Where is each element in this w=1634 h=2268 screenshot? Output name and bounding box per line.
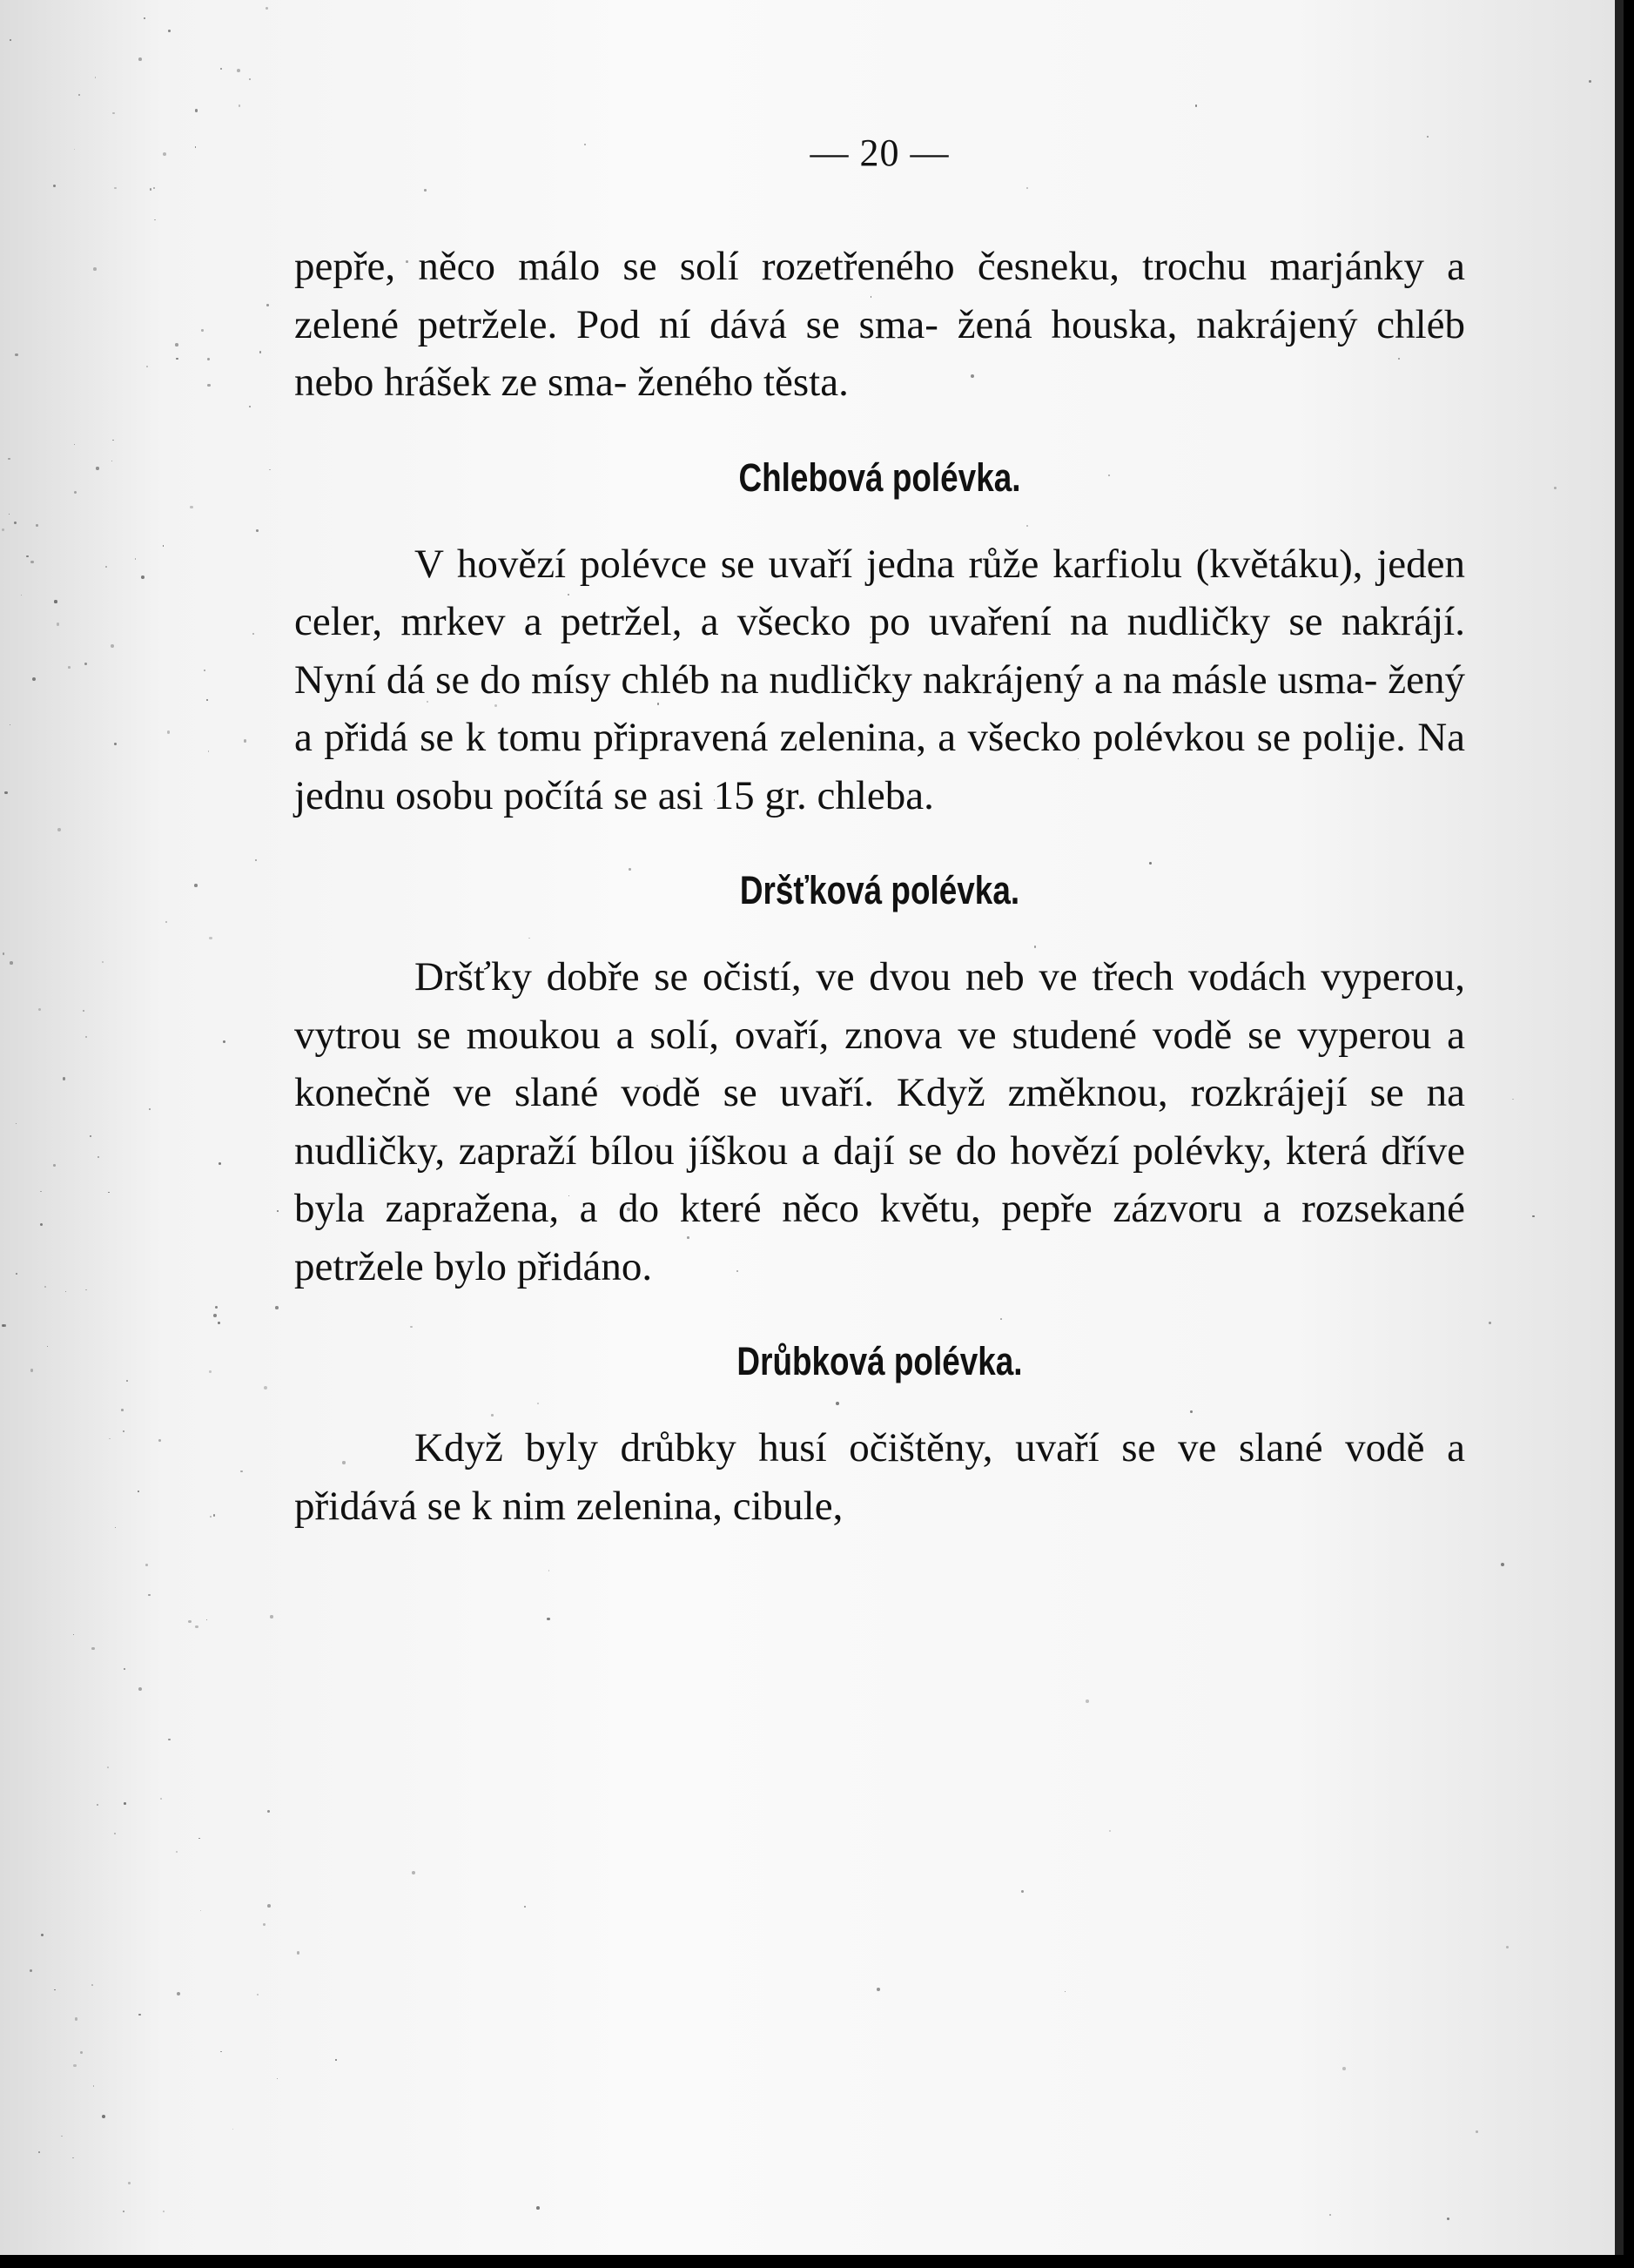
paper-speck (252, 633, 254, 635)
recipe-heading: Drůbková polévka. (736, 1339, 1023, 1383)
paper-speck (114, 1833, 116, 1834)
page-number: — 20 — (810, 131, 950, 174)
text-line: marjánky a zelené petržele. Pod ní dává se sma- (294, 244, 1465, 347)
paper-speck (249, 78, 251, 80)
paper-speck (1329, 2214, 1331, 2216)
paper-speck (277, 1210, 279, 1212)
paper-speck (270, 1615, 272, 1618)
paper-speck (78, 94, 80, 96)
paper-speck (200, 1910, 201, 1911)
text-line: nudličky, zapraží bílou jíškou a dají se do hovězí (294, 1127, 1120, 1174)
paper-speck (30, 561, 33, 563)
paper-speck (188, 1620, 192, 1624)
paper-speck (1501, 1563, 1504, 1566)
paper-speck (548, 1570, 549, 1571)
paper-speck (220, 68, 222, 70)
paper-speck (213, 1314, 217, 1317)
paper-speck (84, 663, 87, 665)
paper-speck (177, 1992, 180, 1995)
paper-speck (107, 1767, 109, 1768)
paper-speck (167, 730, 170, 733)
paper-speck (54, 1989, 55, 1990)
paper-speck (72, 2157, 74, 2159)
paper-speck (240, 1470, 243, 1473)
paper-speck (10, 961, 13, 965)
paper-speck (219, 1162, 221, 1165)
paper-speck (176, 358, 178, 360)
recipe-paragraph (294, 948, 1465, 1296)
page-content (294, 131, 1465, 1535)
paper-speck (4, 791, 7, 794)
paper-speck (38, 2151, 40, 2153)
text-line: něco květu, pepře zázvoru a rozsekané petržele (294, 1186, 1466, 1289)
paper-speck (209, 937, 212, 939)
text-line: polévkou se polije. Na jednu osobu počítá se asi (294, 715, 1466, 818)
paper-speck (40, 1191, 41, 1192)
paper-speck (36, 524, 37, 526)
paper-speck (85, 1289, 87, 1291)
text-line: mísy chléb na nudličky nakrájený a na másle usma- (531, 656, 1378, 703)
paper-speck (75, 2017, 77, 2020)
paper-speck (154, 219, 155, 220)
paper-speck (195, 146, 196, 147)
paper-speck (102, 2115, 105, 2118)
paper-speck (160, 1798, 162, 1800)
paper-speck (237, 69, 240, 72)
paper-speck (335, 2059, 337, 2061)
paper-speck (112, 440, 114, 441)
paper-speck (128, 2182, 131, 2184)
paper-speck (168, 30, 171, 32)
paper-speck (163, 152, 166, 156)
paper-speck (126, 1380, 128, 1382)
paper-speck (1021, 1890, 1024, 1893)
paper-speck (40, 1223, 43, 1226)
paper-speck (190, 506, 193, 509)
paper-speck (38, 1008, 41, 1011)
paper-speck (207, 358, 210, 360)
paper-speck (176, 1851, 178, 1853)
paper-speck (93, 267, 97, 271)
paper-speck (95, 77, 97, 78)
paper-speck (138, 1687, 142, 1691)
text-line: Dršťky dobře se očistí, ve dvou neb ve třech (414, 954, 1174, 999)
paper-speck (175, 343, 178, 347)
paper-speck (3, 952, 4, 954)
paper-speck (138, 2014, 141, 2016)
paper-speck (297, 1951, 300, 1955)
paper-speck (255, 859, 257, 861)
paper-speck (112, 112, 114, 114)
paper-speck (91, 1647, 95, 1651)
paper-speck (165, 921, 167, 923)
paper-speck (2, 528, 4, 531)
text-line: bylo přidáno. (434, 1243, 653, 1289)
paper-speck (54, 600, 57, 602)
paper-speck (267, 1810, 270, 1813)
paper-speck (256, 529, 259, 532)
paper-speck (275, 1306, 279, 1309)
paper-speck (1195, 104, 1198, 107)
recipe-heading: Chlebová polévka. (738, 454, 1021, 500)
paper-speck (124, 1802, 126, 1805)
paper-speck (220, 2051, 221, 2052)
paper-speck (123, 1430, 124, 1432)
paper-speck (412, 1871, 415, 1874)
paper-speck (41, 1934, 44, 1936)
paper-speck (266, 7, 268, 10)
paper-speck (195, 1625, 198, 1628)
paper-speck (1065, 1991, 1066, 1993)
paper-speck (73, 2064, 77, 2068)
paper-speck (138, 57, 142, 61)
paper-speck (1506, 1946, 1509, 1948)
paper-speck (74, 149, 76, 151)
text-line: V hovězí polévce se uvaří jedna růže karfiolu (414, 541, 1182, 587)
paper-speck (163, 545, 165, 547)
paper-speck (149, 1108, 151, 1110)
paper-speck (26, 555, 28, 557)
paper-speck (53, 185, 56, 187)
paper-speck (83, 1010, 84, 1012)
paper-speck (74, 491, 77, 494)
paper-speck (57, 623, 59, 625)
paper-speck (207, 384, 211, 387)
paper-speck (80, 2051, 83, 2054)
paper-speck (194, 884, 198, 887)
paper-speck (61, 2136, 63, 2137)
text-line: pepře, něco málo se solí rozetřeného česneku, trochu (294, 244, 1247, 289)
paper-speck (1512, 1099, 1513, 1100)
text-line: znova ve studené vodě se vyperou a konečně ve (294, 1012, 1465, 1115)
paper-speck (3, 1324, 6, 1327)
paper-speck (123, 2211, 124, 2212)
paper-speck (1476, 2130, 1478, 2133)
paper-speck (98, 1156, 99, 1158)
paper-speck (85, 1036, 87, 1038)
paper-speck (198, 1838, 199, 1839)
paper-speck (63, 1077, 65, 1080)
paper-speck (263, 1923, 266, 1926)
paper-speck (93, 2085, 95, 2087)
paper-speck (115, 1527, 116, 1528)
paper-speck (53, 1164, 56, 1167)
paper-speck (30, 1369, 34, 1372)
paper-speck (1554, 487, 1557, 489)
paper-speck (267, 1904, 271, 1908)
paper-speck (206, 699, 208, 701)
recipe-heading: Dršťková polévka. (739, 868, 1020, 912)
paper-speck (102, 961, 104, 963)
paper-speck (91, 1984, 93, 1986)
paper-speck (1532, 1215, 1535, 1218)
paper-speck (16, 1273, 17, 1275)
paper-speck (244, 739, 246, 742)
text-line: slané vodě a přidává se k nim zelenina, cibule, (294, 1425, 1465, 1529)
paper-speck (213, 1514, 216, 1517)
paper-speck (1086, 1699, 1089, 1703)
paper-speck (195, 109, 198, 111)
paper-speck (239, 104, 240, 106)
paper-speck (96, 467, 98, 469)
paper-speck (259, 351, 262, 353)
paper-speck (73, 1634, 74, 1635)
paper-speck (1109, 1830, 1111, 1832)
paper-speck (150, 188, 151, 190)
paper-speck (264, 1386, 267, 1390)
paper-speck (148, 1594, 151, 1597)
paper-speck (68, 666, 71, 669)
paper-speck (536, 2206, 540, 2210)
paper-speck (153, 187, 154, 188)
paper-speck (109, 1438, 110, 1439)
text-line: (květáku), jeden celer, mrkev a petržel, a všecko (294, 541, 1465, 644)
paper-speck (547, 1618, 550, 1621)
paper-speck (65, 1291, 66, 1292)
paper-speck (201, 329, 203, 331)
paper-speck (1447, 2218, 1450, 2221)
paper-speck (144, 17, 145, 19)
paper-speck (266, 304, 269, 306)
paper-speck (114, 187, 116, 189)
paper-speck (15, 353, 18, 357)
text-line: slané vodě se uvaří. Když změknou, rozkrájejí se na (514, 1070, 1466, 1115)
paper-speck (44, 1286, 46, 1288)
paper-speck (74, 444, 75, 445)
paper-speck (277, 2078, 278, 2079)
paper-speck (97, 1804, 98, 1806)
text-line: vodách vyperou, vytrou se moukou a solí, ovaří, (294, 954, 1466, 1058)
paper-speck (232, 2129, 233, 2130)
paper-speck (21, 595, 22, 596)
paper-speck (32, 677, 36, 681)
paper-speck (204, 670, 205, 671)
text-line: žený a přidá se k tomu připravená zelenina, a všecko (294, 656, 1466, 760)
paper-speck (168, 1739, 170, 1740)
paper-speck (249, 406, 251, 407)
paper-speck (145, 1564, 149, 1567)
text-line: ženého těsta. (637, 360, 849, 405)
paper-speck (206, 1619, 207, 1620)
paper-speck (10, 724, 11, 726)
paper-speck (141, 575, 145, 579)
paper-speck (210, 1516, 212, 1518)
paper-speck (158, 1439, 161, 1442)
paragraph-continued (294, 238, 1465, 412)
paper-speck (111, 644, 114, 648)
paper-speck (47, 1346, 48, 1347)
paper-speck (114, 743, 117, 745)
text-line: 15 gr. chleba. (713, 772, 934, 818)
paper-speck (105, 566, 107, 568)
paper-speck (1589, 80, 1591, 83)
paper-speck (524, 1906, 526, 1908)
paper-speck (1342, 2067, 1346, 2070)
text-line: Když byly drůbky husí očištěny, uvaří se ve (414, 1425, 1217, 1470)
paper-speck (10, 39, 11, 41)
paper-speck (257, 1994, 259, 1995)
paper-speck (16, 1123, 17, 1124)
paper-speck (209, 1370, 212, 1373)
paper-speck (14, 522, 17, 524)
paper-speck (877, 1988, 880, 1991)
paper-speck (208, 750, 209, 751)
paper-speck (215, 1306, 218, 1309)
text-line: žená houska, nakrájený chléb nebo hrášek ze sma- (294, 301, 1466, 405)
paper-speck (124, 1668, 125, 1670)
paper-speck (218, 1322, 220, 1324)
paper-speck (30, 1969, 32, 1972)
paper-speck (8, 458, 10, 460)
text-line: polévky, která dříve byla zapražena, a do které (294, 1127, 1466, 1231)
paper-speck (121, 1409, 124, 1411)
paper-speck (1489, 1322, 1492, 1325)
recipe-paragraph (294, 1419, 1465, 1535)
paper-speck (223, 1040, 225, 1043)
text-line: po uvaření na nudličky se nakrájí. Nyní dá se do (294, 599, 1465, 703)
paper-speck (163, 2211, 165, 2212)
paper-speck (269, 469, 270, 470)
paper-speck (90, 1135, 91, 1137)
paper-speck (138, 1491, 139, 1492)
paper-speck (108, 1192, 110, 1194)
paper-speck (9, 514, 10, 515)
paper-speck (135, 558, 136, 559)
paper-speck (146, 366, 148, 367)
paper-speck (57, 828, 61, 831)
recipe-paragraph (294, 535, 1465, 825)
